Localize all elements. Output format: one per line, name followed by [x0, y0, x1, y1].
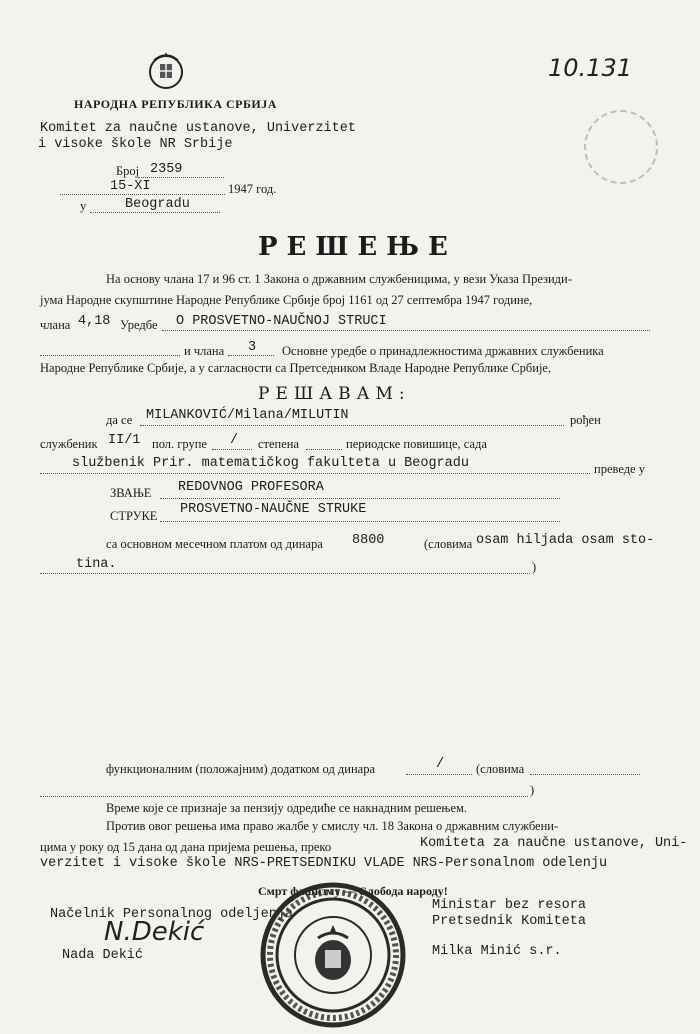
i-clana-value: 3	[248, 340, 257, 355]
rodjen-label: рођен	[570, 413, 601, 427]
struke-value: PROSVETNO-NAUČNE STRUKE	[180, 502, 367, 517]
right-signature-name: Milka Minić s.r.	[432, 944, 562, 959]
uredbe-label: Уредбе	[120, 318, 158, 332]
funkcionalni-slovima-label: (словима	[476, 762, 525, 776]
zalba-line1: Против овог решења има право жалбе у смислу чл. 18 Закона о државним службени-	[106, 819, 559, 833]
year-label: 1947 год.	[228, 182, 277, 196]
number-label: Број	[116, 164, 140, 178]
handwritten-signature: N.Dekić	[104, 917, 205, 947]
left-signature-name: Nada Dekić	[62, 948, 144, 963]
clan-label: члана	[40, 318, 71, 332]
da-se-label: да се	[106, 413, 133, 427]
number-value: 2359	[150, 162, 183, 177]
left-signature-title: Načelnik Personalnog odeljenja	[50, 907, 294, 922]
zvanje-label: ЗВАЊЕ	[110, 486, 152, 500]
republic-header: НАРОДНА РЕПУБЛИКА СРБИЈА	[74, 97, 277, 111]
current-position: službenik Prir. matematičkog fakulteta u Beogradu	[72, 456, 469, 471]
zalba-line3: verzitet i visoke škole NRS-PRETSEDNIKU VLADE NRS-Personalnom odelenju	[40, 856, 608, 871]
pol-grupe-label: пол. групе	[152, 437, 207, 451]
date-value: 15-XI	[110, 179, 151, 194]
right-signature-title1: Ministar bez resora	[432, 898, 586, 913]
motto: Смрт фашизму — Слобода народу!	[258, 884, 448, 898]
committee-line2: i visoke škole NR Srbije	[38, 137, 233, 152]
plata-label: са основном месечном платом од динара	[106, 537, 323, 551]
plata-value: 8800	[352, 533, 385, 548]
funkcionalni-value: /	[436, 757, 445, 772]
sluzbenik-label: службеник	[40, 437, 98, 451]
slovima-value-line1: osam hiljada osam sto-	[476, 533, 655, 548]
zvanje-value: REDOVNOG PROFESORA	[178, 480, 324, 495]
close-paren: )	[532, 560, 537, 574]
clan-value: 4,18	[78, 314, 111, 329]
document-title: РЕШЕЊЕ	[258, 232, 457, 262]
preamble-line4: Основне уредбе о принадлежностима државних службеника	[282, 344, 604, 358]
uredbe-value: O PROSVETNO-NAUČNOJ STRUCI	[176, 314, 387, 329]
sluzbenik-value: II/1	[108, 433, 141, 448]
coat-of-arms-icon	[148, 50, 184, 90]
stepen-value: /	[230, 433, 239, 448]
slovima-label: (словима	[424, 537, 473, 551]
handwritten-number: 10.131	[548, 54, 632, 82]
povisice-label: периодске повишице, сада	[346, 437, 487, 451]
preamble-line2: јума Народне скупштине Народне Републике Србије број 1161 од 27 септембра 1947 године,	[40, 293, 533, 307]
committee-line1: Komitet za naučne ustanove, Univerzitet	[40, 121, 356, 136]
zalba-line2a: цима у року од 15 дана од дана пријема решења, преко	[40, 840, 332, 854]
struke-label: СТРУКЕ	[110, 509, 158, 523]
right-signature-title2: Pretsednik Komiteta	[432, 914, 586, 929]
official-stamp-icon	[258, 880, 408, 1030]
slovima-value-line2: tina.	[76, 557, 117, 572]
resavam-heading: РЕШАВАМ:	[258, 384, 411, 404]
preamble-line5: Народне Републике Србије, а у сагласности са Претседником Владе Народне Републике Србије,	[40, 361, 552, 375]
zalba-line2b: Komiteta za naučne ustanove, Uni-	[420, 836, 688, 851]
place-value: Beogradu	[125, 197, 190, 212]
place-prefix: у	[80, 199, 87, 213]
stepena-label: степена	[258, 437, 300, 451]
penzija-text: Време које се признаје за пензију одредиће се накнадним решењем.	[106, 801, 468, 815]
employee-name: MILANKOVIĆ/Milana/MILUTIN	[146, 408, 349, 423]
prevede-label: преведе у	[594, 462, 645, 476]
funkcionalni-label: функционалним (положајним) додатком од динара	[106, 762, 376, 776]
preamble-line1: На основу члана 17 и 96 ст. 1 Закона о државним службеницима, у вези Указа Президи-	[106, 272, 572, 286]
funkcionalni-close-paren: )	[530, 783, 535, 797]
i-clana-label: и члана	[184, 344, 225, 358]
faint-stamp	[584, 110, 658, 184]
